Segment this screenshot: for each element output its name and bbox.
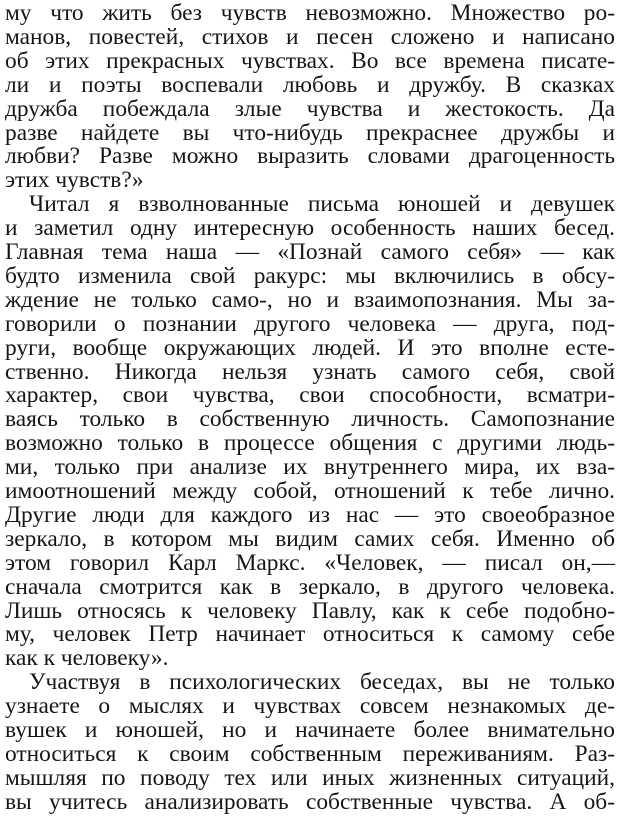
text-line: Читал я взволнованные письма юношей и девушек [29,191,615,218]
text-line: Другие люди для каждого из нас — это своеобразное [5,501,615,528]
text-line: ми, только при анализе их внутреннего мира, их вза- [5,454,615,481]
text-line: будто изменила свой ракурс: мы включились в обсу- [5,262,615,289]
text-line: вушек и юношей, но и начинаете более внимательно [5,717,615,743]
text-line: Лишь относясь к человеку Павлу, как к себе подобно- [5,597,615,624]
text-line: говорили о познании другого человека — друга, под- [5,310,615,337]
text-line: ственно. Никогда нельзя узнать самого себя, свой [5,358,615,385]
text-line: как к человеку». [5,645,169,672]
text-line: ждение не только само-, но и взаимопознания. Мы за- [5,286,615,313]
text-line: му что жить без чувств невозможно. Множество ро- [5,0,615,26]
text-line: ли и поэты воспевали любовь и дружбу. В сказках [5,71,615,98]
text-line: любви? Разве можно выразить словами драгоценность [5,143,615,170]
text-line: об этих прекрасных чувствах. Во все времена писате- [5,47,615,74]
text-line: этих чувств?» [5,167,144,194]
text-line: манов, повестей, стихов и песен сложено и написано [5,23,615,50]
text-line: руги, вообще окружающих людей. И это вполне есте- [5,334,615,361]
text-line: вы учитесь анализировать собственные чувства. А об- [5,788,615,815]
text-line: характер, свои чувства, свои способности, всматри- [5,382,615,409]
text-line: Главная тема наша — «Познай самого себя» — как [5,239,615,265]
text-line: разве найдете вы что-нибудь прекраснее дружбы и [5,119,615,146]
book-page [5,0,615,820]
text-line: относиться к своим собственным переживаниям. Раз- [5,740,615,767]
text-line: мышляя по поводу тех или иных жизненных ситуаций, [5,764,615,791]
text-line: зеркало, в котором мы видим самих себя. Именно об [5,525,615,552]
text-line: возможно только в процессе общения с другими людь- [5,430,615,457]
text-line: ваясь только в собственную личность. Самопознание [5,406,615,433]
text-line: сначала смотрится как в зеркало, в другого человека. [5,573,615,600]
text-line: му, человек Петр начинает относиться к самому себе [5,621,615,648]
text-line: и заметил одну интересную особенность наших бесед. [5,215,615,242]
text-line: узнаете о мыслях и чувствах совсем незнакомых де- [5,693,615,720]
text-line: этом говорил Карл Маркс. «Человек, — писал он,— [5,549,615,576]
text-line: Участвуя в психологических беседах, вы не только [29,669,615,696]
text-line: дружба побеждала злые чувства и жестокость. Да [5,95,615,122]
text-line: имоотношений между собой, отношений к тебе лично. [5,478,615,504]
